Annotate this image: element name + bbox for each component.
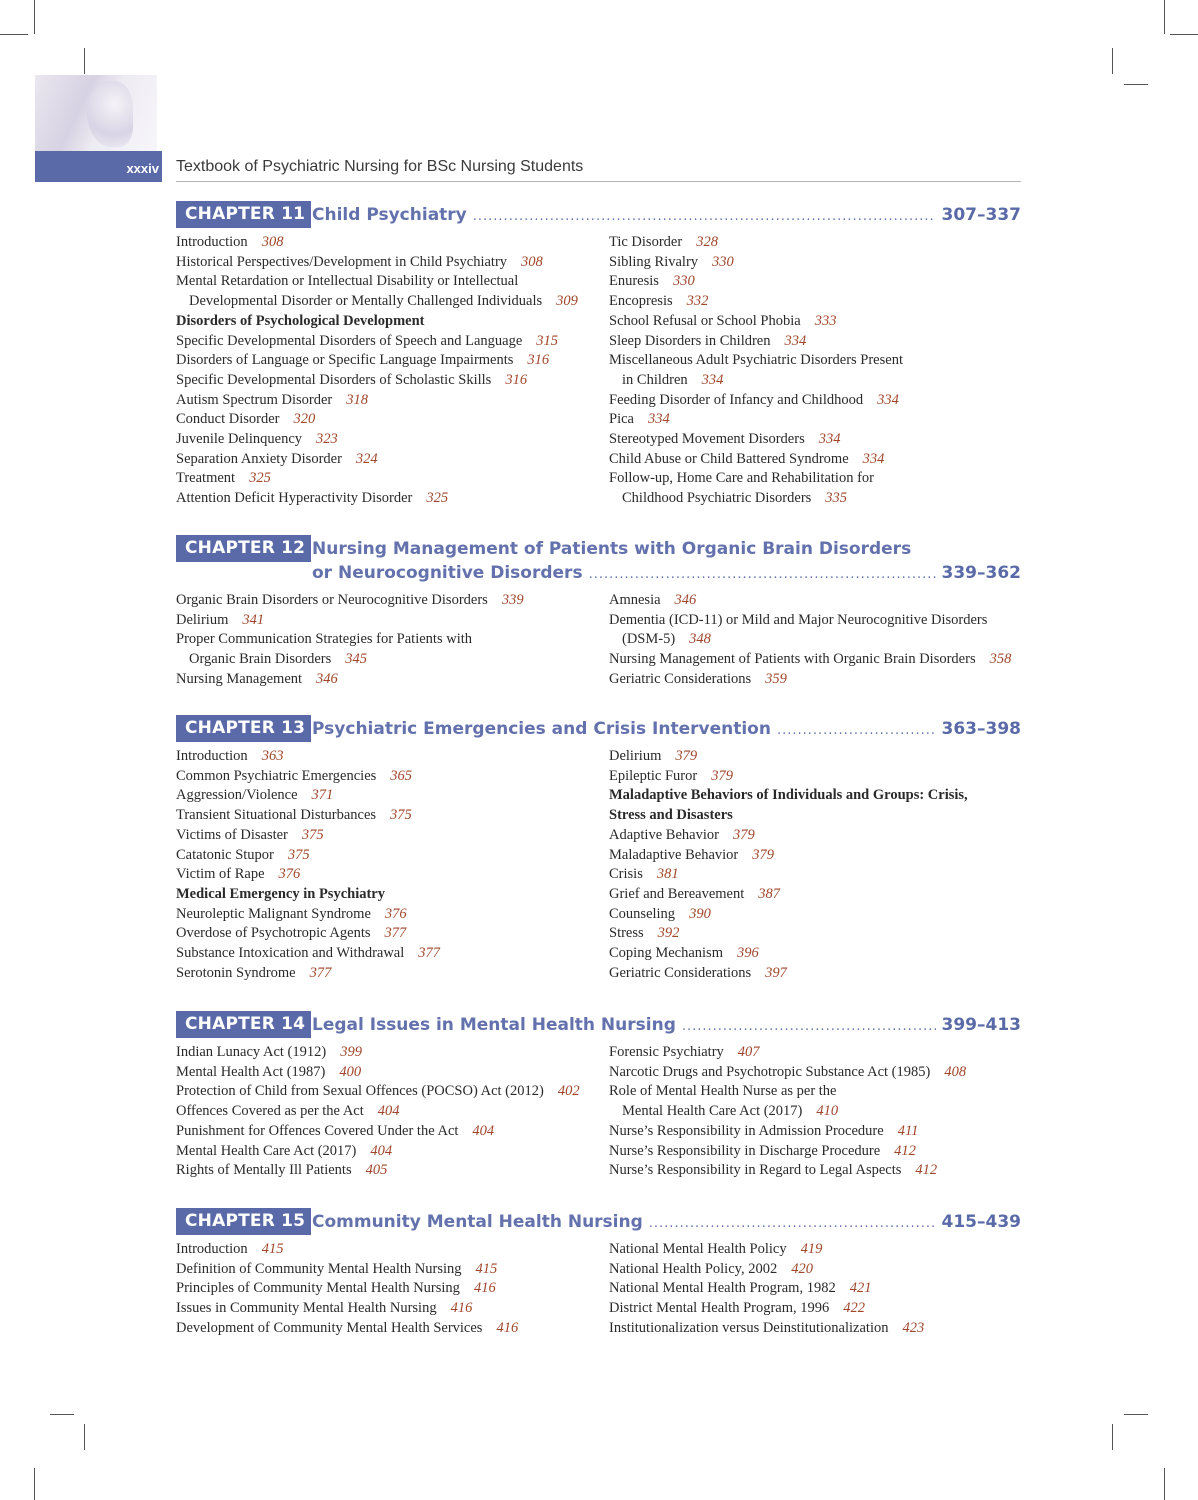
toc-page-number: 419 — [800, 1241, 823, 1257]
toc-entry[interactable] — [609, 670, 1021, 690]
toc-entry-title-continued: Childhood Psychiatric Disorders — [622, 490, 812, 507]
toc-entry-title-continued: Organic Brain Disorders — [189, 651, 332, 668]
toc-entry-title: Proper Communication Strategies for Patients with — [176, 631, 472, 648]
chapter-page-range: 363–398 — [941, 719, 1021, 739]
toc-entry-title-continued: (DSM-5) — [622, 631, 676, 648]
toc-entry-title: Narcotic Drugs and Psychotropic Substance Act (1985) — [609, 1063, 931, 1080]
toc-entry-title: Specific Developmental Disorders of Speech and Language — [176, 332, 523, 349]
toc-page-number: 308 — [261, 234, 284, 250]
crop-mark — [1112, 1424, 1113, 1450]
header-decorative-image — [35, 75, 157, 151]
toc-page-number: 392 — [657, 925, 680, 942]
toc-column-left — [176, 1043, 596, 1181]
toc-page-number: 397 — [765, 964, 787, 981]
toc-entry-title: Nurse’s Responsibility in Regard to Legal Aspects — [609, 1162, 902, 1179]
toc-page-number: 328 — [696, 234, 718, 250]
toc-page-number: 333 — [814, 312, 837, 329]
toc-entry[interactable] — [609, 351, 1021, 390]
toc-entry-title: Nursing Management — [176, 670, 303, 687]
toc-entry-title: Institutionalization versus Deinstitutionalization — [609, 1319, 889, 1336]
toc-page-number: 324 — [355, 450, 378, 467]
toc-entry[interactable] — [176, 450, 596, 470]
toc-entry-title: Stress — [609, 925, 644, 942]
header-rule — [176, 181, 1021, 182]
toc-entry[interactable] — [609, 1240, 1021, 1260]
toc-entry-title: Nurse’s Responsibility in Admission Procedure — [609, 1122, 884, 1139]
toc-entry[interactable] — [609, 826, 1021, 846]
toc-page-number: 416 — [450, 1300, 473, 1317]
toc-entry-title: Grief and Bereavement — [609, 885, 745, 902]
toc-page-number: 320 — [293, 411, 316, 428]
toc-entry-title: Child Abuse or Child Battered Syndrome — [609, 450, 849, 467]
toc-entry-title: Victim of Rape — [176, 866, 265, 883]
toc-entry[interactable] — [609, 1260, 1021, 1280]
crop-mark — [1112, 48, 1113, 74]
toc-page-number: 404 — [370, 1142, 393, 1159]
chapter-title — [312, 203, 1021, 229]
toc-page-number: 375 — [301, 826, 324, 843]
toc-entry-title: Epileptic Furor — [609, 767, 698, 784]
toc-page-number: 358 — [989, 651, 1012, 668]
toc-entry-title: Overdose of Psychotropic Agents — [176, 925, 371, 942]
toc-entry-title: Sleep Disorders in Children — [609, 332, 771, 349]
crop-mark — [0, 34, 28, 35]
chapter-label: CHAPTER 12 — [176, 535, 311, 562]
toc-page-number: 381 — [656, 866, 679, 883]
toc-entry[interactable] — [176, 964, 596, 984]
toc-entry-title: Development of Community Mental Health Services — [176, 1319, 483, 1336]
toc-entry-title: Disorders of Language or Specific Language Impairments — [176, 352, 514, 369]
toc-entry-title: Dementia (ICD-11) or Mild and Major Neurocognitive Disorders — [609, 611, 988, 628]
toc-entry-title: District Mental Health Program, 1996 — [609, 1300, 830, 1317]
toc-entry-title: Mental Health Act (1987) — [176, 1063, 326, 1080]
toc-entry[interactable] — [609, 846, 1021, 866]
toc-entry[interactable] — [176, 489, 596, 509]
toc-page-number: 407 — [737, 1044, 760, 1060]
toc-entry-title: Autism Spectrum Disorder — [176, 391, 333, 408]
toc-page-number: 379 — [675, 748, 698, 764]
toc-entry[interactable] — [609, 650, 1021, 670]
toc-entry-title: Specific Developmental Disorders of Scholastic Skills — [176, 371, 492, 388]
crop-mark — [1170, 34, 1198, 35]
toc-entry-title: Geriatric Considerations — [609, 964, 752, 981]
toc-entry[interactable] — [176, 233, 596, 253]
toc-page-number: 330 — [712, 253, 734, 270]
chapter-page-range: 415–439 — [941, 1212, 1021, 1232]
toc-entry-title: Catatonic Stupor — [176, 846, 274, 863]
toc-entry[interactable] — [609, 1082, 1021, 1121]
toc-entry-title: Encopresis — [609, 293, 673, 310]
toc-entry[interactable] — [176, 1122, 596, 1142]
toc-entry-title-continued: Stress and Disasters — [609, 807, 733, 824]
toc-entry[interactable] — [609, 1043, 1021, 1063]
toc-entry-title: Definition of Community Mental Health Nursing — [176, 1260, 462, 1277]
toc-entry-title: Indian Lunacy Act (1912) — [176, 1044, 327, 1060]
toc-entry[interactable] — [176, 430, 596, 450]
toc-entry-title: Issues in Community Mental Health Nursing — [176, 1300, 437, 1317]
toc-entry-title: Transient Situational Disturbances — [176, 807, 377, 824]
toc-entry-title: Delirium — [176, 611, 229, 628]
toc-page-number: 325 — [426, 490, 449, 507]
toc-entry[interactable] — [609, 747, 1021, 767]
crop-mark — [1124, 84, 1148, 85]
toc-page-number: 334 — [647, 411, 670, 428]
toc-entry-title: Enuresis — [609, 273, 659, 290]
toc-entry[interactable] — [609, 469, 1021, 508]
toc-page-number: 375 — [287, 846, 310, 863]
toc-entry-title-continued: in Children — [622, 371, 688, 388]
toc-page-number: 404 — [377, 1103, 400, 1120]
toc-entry-title: Mental Health Care Act (2017) — [176, 1142, 357, 1159]
crop-mark — [84, 48, 85, 74]
toc-entry-title: Attention Deficit Hyperactivity Disorder — [176, 490, 413, 507]
toc-entry[interactable] — [609, 1299, 1021, 1319]
toc-page-number: 415 — [261, 1241, 284, 1257]
toc-entry-title: Counseling — [609, 905, 676, 922]
toc-page-number: 316 — [505, 371, 528, 388]
chapter-title — [312, 537, 1021, 587]
toc-entry-title: Follow-up, Home Care and Rehabilitation for — [609, 470, 874, 487]
toc-entry[interactable] — [176, 1240, 596, 1260]
toc-page-number: 316 — [527, 352, 550, 369]
toc-column-right — [609, 233, 1021, 509]
toc-page-number: 377 — [418, 945, 441, 962]
toc-entry-title: Nursing Management of Patients with Organic Brain Disorders — [609, 651, 976, 668]
toc-section-heading[interactable] — [609, 786, 1021, 825]
toc-entry[interactable] — [609, 944, 1021, 964]
crop-mark — [34, 1468, 35, 1500]
toc-entry[interactable] — [176, 253, 596, 273]
toc-page-number: 405 — [365, 1162, 388, 1179]
toc-entry[interactable] — [176, 846, 596, 866]
chapter-title-line: Nursing Management of Patients with Organic Brain Disorders — [312, 539, 912, 559]
toc-entry[interactable] — [176, 371, 596, 391]
toc-entry[interactable] — [176, 351, 596, 371]
toc-entry[interactable] — [176, 1161, 596, 1181]
toc-entry-title: Coping Mechanism — [609, 945, 723, 962]
toc-page-number: 345 — [345, 651, 368, 668]
toc-entry[interactable] — [176, 391, 596, 411]
toc-entry-title: Aggression/Violence — [176, 787, 298, 804]
toc-entry-title: Rights of Mentally Ill Patients — [176, 1162, 352, 1179]
toc-entry[interactable] — [609, 430, 1021, 450]
toc-page-number: 363 — [261, 748, 284, 764]
toc-entry-title: Mental Retardation or Intellectual Disability or Intellectual — [176, 273, 519, 290]
toc-entry-title-continued: Developmental Disorder or Mentally Challenged Individuals — [189, 293, 543, 310]
toc-page-number: 379 — [711, 767, 733, 784]
toc-entry[interactable] — [609, 233, 1021, 253]
toc-page-number: 412 — [894, 1142, 916, 1159]
toc-section-heading[interactable] — [176, 312, 596, 332]
toc-page-number: 330 — [672, 273, 695, 290]
chapter-title — [312, 1013, 1021, 1039]
toc-entry[interactable] — [609, 905, 1021, 925]
toc-entry[interactable] — [609, 1161, 1021, 1181]
toc-entry-title: Maladaptive Behaviors of Individuals and Groups: Crisis, — [609, 787, 968, 804]
toc-entry[interactable] — [176, 611, 596, 631]
toc-entry-title: Role of Mental Health Nurse as per the — [609, 1083, 837, 1100]
toc-entry[interactable] — [176, 826, 596, 846]
toc-entry-title: Juvenile Delinquency — [176, 431, 303, 448]
toc-column-right — [609, 591, 1021, 690]
toc-entry-title: National Mental Health Program, 1982 — [609, 1280, 836, 1297]
toc-entry[interactable] — [176, 1299, 596, 1319]
toc-column-left — [176, 1240, 596, 1339]
toc-page-number: 334 — [877, 391, 899, 408]
toc-entry[interactable] — [609, 591, 1021, 611]
toc-page-number: 308 — [521, 253, 543, 270]
toc-page-number: 325 — [249, 470, 271, 487]
toc-entry[interactable] — [176, 1102, 596, 1122]
toc-column-right — [609, 747, 1021, 983]
toc-entry[interactable] — [609, 924, 1021, 944]
chapter-page-range: 399–413 — [941, 1015, 1021, 1035]
dot-leader — [649, 1212, 936, 1236]
toc-page-number: 341 — [242, 611, 265, 628]
toc-column-left — [176, 591, 596, 690]
toc-page-number: 404 — [472, 1122, 495, 1139]
toc-entry-title: Serotonin Syndrome — [176, 964, 296, 981]
toc-entry[interactable] — [609, 332, 1021, 352]
dot-leader — [682, 1015, 936, 1039]
chapter-label: CHAPTER 15 — [176, 1208, 311, 1235]
toc-entry-title: National Mental Health Policy — [609, 1241, 787, 1257]
toc-page-number: 376 — [278, 866, 301, 883]
toc-entry[interactable] — [609, 611, 1021, 650]
toc-page-number: 402 — [557, 1083, 580, 1100]
dot-leader — [777, 719, 936, 743]
page-number: xxxiv — [126, 161, 159, 176]
toc-entry-title: Introduction — [176, 748, 248, 764]
toc-entry[interactable] — [609, 964, 1021, 984]
toc-entry[interactable] — [609, 865, 1021, 885]
crop-mark — [1164, 0, 1165, 34]
toc-entry[interactable] — [176, 272, 596, 311]
chapter-title-line: Psychiatric Emergencies and Crisis Intervention — [312, 719, 771, 739]
toc-entry[interactable] — [176, 924, 596, 944]
toc-page-number: 415 — [475, 1260, 498, 1277]
toc-page-number: 365 — [390, 767, 413, 784]
toc-page-number: 318 — [346, 391, 369, 408]
toc-page-number: 309 — [556, 293, 578, 310]
toc-entry[interactable] — [609, 312, 1021, 332]
toc-entry-title: Medical Emergency in Psychiatry — [176, 885, 385, 902]
toc-entry-title: Feeding Disorder of Infancy and Childhood — [609, 391, 864, 408]
toc-entry-title: Offences Covered as per the Act — [176, 1103, 364, 1120]
toc-entry-title: Introduction — [176, 1241, 248, 1257]
toc-entry[interactable] — [609, 1319, 1021, 1339]
toc-entry[interactable] — [176, 1279, 596, 1299]
toc-entry[interactable] — [609, 1279, 1021, 1299]
crop-mark — [1124, 1414, 1148, 1415]
toc-page-number: 412 — [915, 1162, 938, 1179]
toc-entry-title: Amnesia — [609, 592, 661, 608]
toc-entry[interactable] — [176, 1082, 596, 1102]
crop-mark — [1164, 1468, 1165, 1500]
toc-page-number: 410 — [816, 1103, 839, 1120]
toc-entry-title: Neuroleptic Malignant Syndrome — [176, 905, 371, 922]
toc-page-number: 375 — [390, 807, 412, 824]
chapter-title — [312, 717, 1021, 743]
toc-entry-title: Common Psychiatric Emergencies — [176, 767, 377, 784]
toc-entry-title: Miscellaneous Adult Psychiatric Disorders Present — [609, 352, 903, 369]
toc-entry-title: Forensic Psychiatry — [609, 1044, 724, 1060]
toc-entry-title: Stereotyped Movement Disorders — [609, 431, 805, 448]
toc-entry-title: Geriatric Considerations — [609, 670, 752, 687]
toc-entry[interactable] — [609, 391, 1021, 411]
toc-page-number: 416 — [473, 1280, 496, 1297]
toc-entry[interactable] — [176, 591, 596, 611]
toc-entry-title: National Health Policy, 2002 — [609, 1260, 778, 1277]
toc-entry-title: Protection of Child from Sexual Offences (POCSO) Act (2012) — [176, 1083, 544, 1100]
toc-entry-title: Tic Disorder — [609, 234, 683, 250]
toc-page-number: 416 — [496, 1319, 519, 1336]
chapter-page-range: 307–337 — [941, 205, 1021, 225]
toc-page-number: 376 — [384, 905, 407, 922]
toc-entry[interactable] — [176, 332, 596, 352]
toc-entry-title: Treatment — [176, 470, 236, 487]
toc-entry[interactable] — [176, 1142, 596, 1162]
toc-entry-title: Pica — [609, 411, 634, 428]
chapter-title-line: Child Psychiatry — [312, 205, 467, 225]
toc-entry[interactable] — [176, 469, 596, 489]
toc-page-number: 411 — [897, 1122, 919, 1139]
toc-entry[interactable] — [176, 1043, 596, 1063]
toc-page-number: 387 — [758, 885, 781, 902]
toc-entry[interactable] — [609, 410, 1021, 430]
toc-entry[interactable] — [609, 1142, 1021, 1162]
chapter-label: CHAPTER 11 — [176, 201, 311, 228]
toc-page-number: 346 — [674, 592, 697, 608]
toc-entry-title: Disorders of Psychological Development — [176, 312, 425, 329]
toc-entry-title: Substance Intoxication and Withdrawal — [176, 945, 405, 962]
toc-page-number: 423 — [902, 1319, 925, 1336]
toc-entry[interactable] — [176, 865, 596, 885]
toc-entry-title: Adaptive Behavior — [609, 826, 719, 843]
toc-column-right — [609, 1043, 1021, 1181]
toc-entry-title: Principles of Community Mental Health Nursing — [176, 1280, 460, 1297]
chapter-title-line: or Neurocognitive Disorders — [312, 563, 583, 583]
toc-entry[interactable] — [609, 885, 1021, 905]
toc-page-number: 359 — [765, 670, 787, 687]
toc-entry[interactable] — [176, 806, 596, 826]
toc-entry[interactable] — [609, 292, 1021, 312]
toc-entry[interactable] — [176, 747, 596, 767]
toc-entry[interactable] — [176, 905, 596, 925]
toc-entry[interactable] — [176, 786, 596, 806]
chapter-label: CHAPTER 14 — [176, 1011, 311, 1038]
toc-entry[interactable] — [176, 1260, 596, 1280]
toc-page-number: 334 — [701, 371, 724, 388]
toc-section-heading[interactable] — [176, 885, 596, 905]
dot-leader — [589, 563, 936, 587]
toc-entry[interactable] — [609, 272, 1021, 292]
toc-page-number: 379 — [752, 846, 774, 863]
toc-entry-title: Crisis — [609, 866, 643, 883]
toc-page-number: 422 — [843, 1300, 866, 1317]
chapter-label: CHAPTER 13 — [176, 715, 311, 742]
toc-page-number: 334 — [862, 450, 885, 467]
dot-leader — [473, 205, 936, 229]
toc-page-number: 346 — [316, 670, 338, 687]
chapter-page-range: 339–362 — [941, 563, 1021, 583]
toc-page-number: 334 — [784, 332, 807, 349]
toc-entry[interactable] — [609, 253, 1021, 273]
toc-page-number: 377 — [384, 925, 407, 942]
toc-entry-title: Conduct Disorder — [176, 411, 280, 428]
toc-entry-title: Introduction — [176, 234, 248, 250]
toc-entry[interactable] — [609, 450, 1021, 470]
toc-page-number: 334 — [818, 431, 841, 448]
toc-page-number: 377 — [309, 964, 332, 981]
toc-entry-title: School Refusal or School Phobia — [609, 312, 801, 329]
running-title: Textbook of Psychiatric Nursing for BSc Nursing Students — [176, 158, 584, 175]
toc-page-number: 400 — [339, 1063, 362, 1080]
toc-page-number: 396 — [736, 945, 759, 962]
toc-entry[interactable] — [176, 944, 596, 964]
folio-bar — [35, 151, 162, 182]
toc-page-number: 421 — [849, 1280, 872, 1297]
toc-page-number: 408 — [944, 1063, 967, 1080]
toc-entry-title: Delirium — [609, 748, 662, 764]
toc-page-number: 420 — [791, 1260, 813, 1277]
toc-column-left — [176, 233, 596, 509]
toc-entry[interactable] — [176, 1063, 596, 1083]
chapter-title-line: Legal Issues in Mental Health Nursing — [312, 1015, 676, 1035]
toc-entry[interactable] — [609, 1063, 1021, 1083]
toc-page-number: 332 — [686, 293, 709, 310]
crop-mark — [50, 1414, 74, 1415]
toc-entry-title: Organic Brain Disorders or Neurocognitive Disorders — [176, 592, 488, 608]
chapter-title-line: Community Mental Health Nursing — [312, 1212, 643, 1232]
toc-entry-title: Nurse’s Responsibility in Discharge Procedure — [609, 1142, 881, 1159]
toc-page-number: 371 — [311, 787, 334, 804]
toc-entry-title: Victims of Disaster — [176, 826, 288, 843]
toc-page-number: 399 — [340, 1044, 362, 1060]
toc-entry-title-continued: Mental Health Care Act (2017) — [622, 1103, 803, 1120]
toc-entry[interactable] — [176, 1319, 596, 1339]
toc-page-number: 348 — [689, 631, 711, 648]
toc-entry[interactable] — [609, 767, 1021, 787]
toc-entry-title: Sibling Rivalry — [609, 253, 699, 270]
toc-entry-title: Historical Perspectives/Development in Child Psychiatry — [176, 253, 508, 270]
toc-column-right — [609, 1240, 1021, 1339]
toc-entry-title: Maladaptive Behavior — [609, 846, 739, 863]
chapter-title — [312, 1210, 1021, 1236]
crop-mark — [34, 0, 35, 34]
toc-entry[interactable] — [176, 410, 596, 430]
toc-page-number: 315 — [536, 332, 559, 349]
toc-entry-title: Separation Anxiety Disorder — [176, 450, 342, 467]
toc-entry[interactable] — [176, 630, 596, 669]
toc-page-number: 379 — [732, 826, 755, 843]
toc-page-number: 335 — [825, 490, 848, 507]
toc-entry[interactable] — [609, 1122, 1021, 1142]
toc-page-number: 339 — [501, 592, 524, 608]
toc-column-left — [176, 747, 596, 983]
toc-entry-title: Punishment for Offences Covered Under the Act — [176, 1122, 459, 1139]
toc-page-number: 323 — [316, 431, 338, 448]
toc-entry[interactable] — [176, 670, 596, 690]
toc-entry[interactable] — [176, 767, 596, 787]
toc-page-number: 390 — [689, 905, 711, 922]
crop-mark — [84, 1424, 85, 1450]
